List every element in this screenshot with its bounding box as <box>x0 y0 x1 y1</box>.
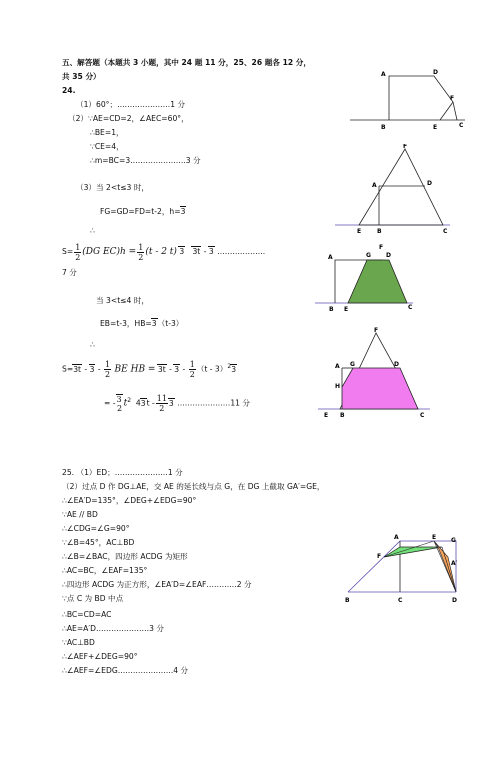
label-G: G <box>350 361 355 368</box>
q24-line: ∴m=BC=3………………….3 分 <box>90 156 201 165</box>
q25-line: 25. （1）ED；…………………1 分 <box>62 468 183 477</box>
label-C: C <box>420 412 425 417</box>
section-title-line2: 共 35 分） <box>62 72 101 81</box>
label-E: E <box>432 534 437 541</box>
q24-line: FG=GD=FD=t-2，h=3 <box>100 207 186 216</box>
label-F: F <box>374 327 379 334</box>
q25-line: ∵AE // BD <box>62 510 98 519</box>
q25-line: ∵点 C 为 BD 中点 <box>62 594 124 603</box>
q24-line: EB=t-3，HB=3（t-3） <box>100 319 184 328</box>
label-H: H <box>335 383 341 390</box>
label-E: E <box>324 412 329 417</box>
label-D: D <box>427 180 432 187</box>
label-A: A <box>381 71 386 78</box>
figure-3-green-area <box>315 240 425 314</box>
q25-line: ∴∠EA′D=135°，∠DEG+∠EDG=90° <box>62 496 197 505</box>
section-title: 五、解答题（本题共 3 小题，其中 24 题 11 分，25、26 题各 12 分， <box>62 58 311 67</box>
q25-line: ∴∠AEF=∠EDG………………….4 分 <box>62 666 189 675</box>
label-D: D <box>452 597 457 604</box>
label-C: C <box>443 228 448 234</box>
label-F: F <box>379 244 384 251</box>
formula-s2: S=3t - 3 - $\frac{1}{2}$ BE HB = 3t - 3 - $\frac{1}{2}$ （t - 3）$^2$3 <box>62 360 237 380</box>
label-C: C <box>408 304 413 311</box>
label-B: B <box>381 124 386 131</box>
label-A: A <box>335 363 340 370</box>
q24-therefore: ∴ <box>90 340 95 349</box>
figure-2-triangle <box>335 144 465 234</box>
q25-line: ∴AC=BC，∠EAF=135° <box>62 566 148 575</box>
label-B: B <box>340 412 345 417</box>
label-F: F <box>450 95 455 102</box>
label-F: F <box>403 144 408 150</box>
q25-line: ∴四边形 ACDG 为正方形，∠EA′D=∠EAF…………2 分 <box>62 580 252 589</box>
q24-line: （2）∵AE=CD=2，∠AEC=60°， <box>68 114 189 123</box>
label-A: A <box>372 182 377 189</box>
q25-line: ∴∠CDG=∠G=90° <box>62 524 130 533</box>
label-A: A <box>394 534 399 541</box>
label-B: B <box>377 228 382 234</box>
q25-line: ∴AE=A′D…………………3 分 <box>62 624 164 633</box>
label-E: E <box>344 306 349 313</box>
q24-line: 当 3<t≤4 时， <box>96 296 149 305</box>
label-G: G <box>366 252 371 259</box>
label-A-prime: A′ <box>451 560 458 567</box>
q25-line: ∴∠B=∠BAC，四边形 ACDG 为矩形 <box>62 552 188 561</box>
label-F: F <box>377 553 382 560</box>
q25-line: （2）过点 D 作 DG⊥AE，交 AE 的延长线与点 G，在 DG 上截取 GA′=GE， <box>62 482 325 491</box>
label-E: E <box>357 228 362 234</box>
q25-line: ∵∠B=45°，AC⊥BD <box>62 538 135 547</box>
q24-line: ∴BE=1， <box>90 128 124 137</box>
figure-1-trapezoid <box>345 66 470 132</box>
q24-number: 24. <box>62 86 76 95</box>
label-D: D <box>386 252 391 259</box>
q24-line: ∵CE=4， <box>90 142 124 151</box>
label-B: B <box>329 306 334 313</box>
q24-line: （3）当 2<t≤3 时， <box>76 183 149 192</box>
q24-therefore: ∴ <box>90 226 95 235</box>
q25-line: ∴BC=CD=AC <box>62 610 112 619</box>
label-D: D <box>394 361 399 368</box>
q25-line: ∵AC⊥BD <box>62 638 95 647</box>
q24-line: （1）60°；…………………1 分 <box>76 100 186 109</box>
label-D: D <box>433 69 438 76</box>
formula-s1: S= $\frac{1}{2}$ (DG EC)h = $\frac{1}{2}$ (t - 2 t) 3 3t - 3 ………………. <box>62 242 266 262</box>
label-C: C <box>398 597 403 604</box>
label-B: B <box>345 597 350 604</box>
figure-4-magenta-area <box>318 325 436 417</box>
label-G: G <box>451 537 456 544</box>
label-A: A <box>328 254 333 261</box>
label-E: E <box>433 124 438 131</box>
q24-7-points: 7 分 <box>62 268 77 277</box>
q25-line: ∴∠AEF+∠DEG=90° <box>62 652 138 661</box>
formula-s3: = - 3 2 $t^2$ 43t - $\frac{11}{2}$ 3 …………………11 分 <box>104 394 251 414</box>
figure-5-square <box>340 530 470 608</box>
label-C: C <box>459 122 464 129</box>
